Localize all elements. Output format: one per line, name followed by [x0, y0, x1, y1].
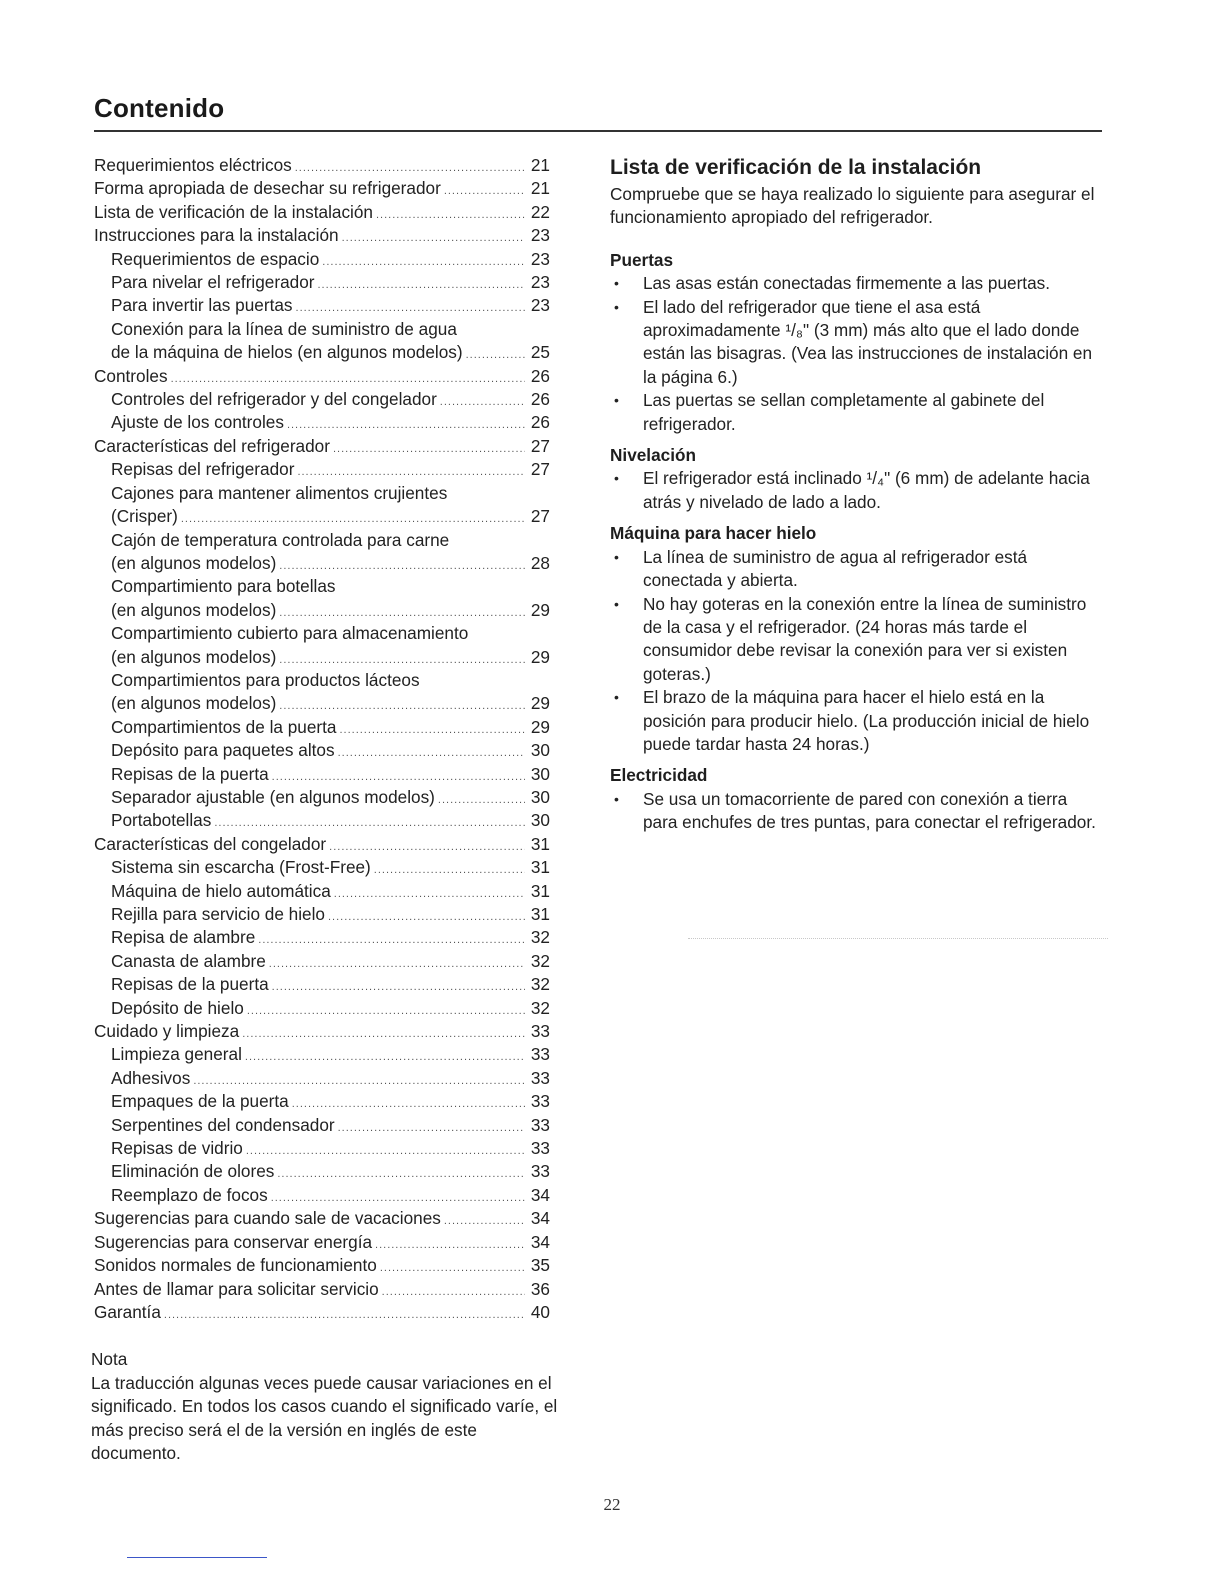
toc-entry-page: 32 — [530, 997, 550, 1018]
toc-entry-page: 28 — [530, 552, 550, 573]
toc-leader-dots — [247, 1005, 525, 1017]
toc-entry-page: 40 — [530, 1301, 550, 1322]
checklist-item-text: El refrigerador está inclinado ¹/₄" (6 mm) de adelante hacia atrás y nivelado de lado a lado. — [643, 468, 1090, 512]
toc-entry-page: 23 — [530, 272, 550, 293]
toc-leader-dots — [444, 1215, 525, 1227]
section-heading: Electricidad — [610, 765, 708, 786]
checklist-items — [610, 272, 1105, 436]
toc-entry-label: Canasta de alambre — [111, 950, 266, 971]
title-divider — [94, 130, 1102, 132]
toc-leader-dots — [322, 256, 525, 268]
toc-leader-dots — [279, 700, 525, 712]
toc-entry-label: Conexión para la línea de suministro de agua — [111, 318, 457, 339]
toc-entry-label: Eliminación de olores — [111, 1161, 275, 1182]
toc-entry-label: Repisas del refrigerador — [111, 459, 295, 480]
toc-entry-label: Depósito de hielo — [111, 997, 244, 1018]
checklist-items — [610, 467, 1105, 514]
toc-entry-page: 31 — [530, 833, 550, 854]
toc-entry-label: Ajuste de los controles — [111, 412, 284, 433]
note-body: La traducción algunas veces puede causar variaciones en el significado. En todos los casos cuando el significado varíe, el más preciso será el de la versión en inglés de este documento. — [91, 1372, 558, 1463]
toc-entry — [94, 646, 550, 669]
toc-entry-label: Depósito para paquetes altos — [111, 740, 335, 761]
toc-entry — [94, 1254, 550, 1277]
toc-entry-label: Instrucciones para la instalación — [94, 225, 339, 246]
checklist-item — [610, 272, 1105, 295]
bullet-icon: • — [614, 595, 619, 612]
toc-leader-dots — [375, 1239, 525, 1251]
toc-entry-label: (en algunos modelos) — [111, 693, 277, 714]
toc-entry — [94, 692, 550, 715]
toc-entry — [94, 201, 550, 224]
toc-leader-dots — [287, 419, 525, 431]
toc-leader-dots — [279, 607, 525, 619]
toc-entry-label: Controles del refrigerador y del congelador — [111, 389, 437, 410]
toc-entry-page: 23 — [530, 295, 550, 316]
toc-entry-label: Serpentines del condensador — [111, 1114, 335, 1135]
toc-entry-label: Repisa de alambre — [111, 927, 256, 948]
toc-leader-dots — [292, 1098, 525, 1110]
toc-entry — [94, 622, 550, 645]
toc-entry-page: 29 — [530, 599, 550, 620]
toc-leader-dots — [466, 349, 525, 361]
toc-leader-dots — [242, 1028, 525, 1040]
toc-entry-page: 33 — [530, 1161, 550, 1182]
toc-entry-page: 34 — [530, 1231, 550, 1252]
toc-entry-label: Sugerencias para cuando sale de vacaciones — [94, 1208, 441, 1229]
toc-leader-dots — [193, 1075, 525, 1087]
toc-entry-label: (en algunos modelos) — [111, 552, 277, 573]
bullet-icon: • — [614, 392, 619, 409]
toc-leader-dots — [440, 396, 525, 408]
toc-leader-dots — [295, 162, 525, 174]
toc-entry — [94, 1020, 550, 1043]
toc-entry — [94, 1137, 550, 1160]
toc-entry — [94, 435, 550, 458]
toc-entry-label: Cajones para mantener alimentos crujientes — [111, 482, 448, 503]
toc-entry — [94, 248, 550, 271]
toc-entry-label: Garantía — [94, 1301, 161, 1322]
toc-entry — [94, 411, 550, 434]
checklist-item-text: El lado del refrigerador que tiene el asa está aproximadamente ¹/₈" (3 mm) más alto que el lado donde están las bisagras. (Vea las instrucciones de instalación en la página 6.) — [643, 296, 1093, 387]
toc-entry — [94, 154, 550, 177]
toc-entry-page: 33 — [530, 1021, 550, 1042]
toc-entry — [94, 294, 550, 317]
checklist-item — [610, 788, 1105, 835]
toc-entry-page: 30 — [530, 810, 550, 831]
bullet-icon: • — [614, 790, 619, 807]
toc-entry-label: Compartimientos para productos lácteos — [111, 669, 420, 690]
table-of-contents — [94, 154, 550, 1324]
toc-entry — [94, 880, 550, 903]
toc-entry-label: Adhesivos — [111, 1067, 191, 1088]
toc-entry — [94, 271, 550, 294]
toc-leader-dots — [272, 981, 525, 993]
toc-entry-label: (en algunos modelos) — [111, 599, 277, 620]
toc-entry-label: Compartimientos de la puerta — [111, 716, 337, 737]
section-nivelacion — [610, 444, 1105, 514]
toc-entry — [94, 318, 550, 341]
checklist-item — [610, 546, 1105, 593]
toc-leader-dots — [246, 1145, 525, 1157]
toc-entry-page: 31 — [530, 904, 550, 924]
toc-entry-label: Antes de llamar para solicitar servicio — [94, 1278, 379, 1299]
toc-entry-page: 31 — [530, 880, 550, 901]
translation-note — [91, 1348, 571, 1466]
toc-leader-dots — [342, 232, 525, 244]
toc-leader-dots — [380, 1262, 525, 1274]
toc-entry — [94, 950, 550, 973]
toc-entry — [94, 1090, 550, 1113]
toc-entry-label: Limpieza general — [111, 1044, 242, 1065]
toc-entry — [94, 786, 550, 809]
toc-entry — [94, 458, 550, 481]
toc-entry-page: 33 — [530, 1067, 550, 1088]
toc-entry-label: Para nivelar el refrigerador — [111, 272, 315, 293]
toc-entry-page: 30 — [530, 740, 550, 761]
toc-entry — [94, 505, 550, 528]
toc-entry-page: 29 — [530, 646, 550, 667]
checklist-item — [610, 686, 1105, 756]
checklist-item-text: No hay goteras en la conexión entre la línea de suministro de la casa y el refrigerador. (24 horas más tarde el consumidor debe revisar la conexión para ver si existen goteras.) — [643, 593, 1087, 684]
toc-entry-label: Portabotellas — [111, 810, 212, 831]
toc-entry — [94, 1301, 550, 1324]
toc-leader-dots — [382, 1286, 525, 1298]
section-heading: Puertas — [610, 249, 674, 270]
toc-entry-label: Características del congelador — [94, 833, 327, 854]
section-heading: Máquina para hacer hielo — [610, 523, 817, 544]
toc-leader-dots — [258, 934, 525, 946]
toc-leader-dots — [269, 958, 525, 970]
toc-entry-label: (Crisper) — [111, 506, 178, 527]
toc-entry-page: 34 — [530, 1184, 550, 1205]
toc-leader-dots — [181, 513, 525, 525]
toc-entry — [94, 529, 550, 552]
toc-entry — [94, 1160, 550, 1183]
toc-leader-dots — [328, 911, 525, 923]
checklist-items — [610, 546, 1105, 757]
toc-entry-label: Controles — [94, 365, 168, 386]
toc-entry — [94, 926, 550, 949]
toc-entry-page: 30 — [530, 786, 550, 807]
toc-entry-page: 36 — [530, 1278, 550, 1299]
toc-entry — [94, 482, 550, 505]
toc-entry-page: 27 — [530, 506, 550, 527]
toc-leader-dots — [164, 1309, 525, 1321]
page-number: 22 — [603, 1495, 621, 1514]
bullet-icon: • — [614, 689, 619, 706]
toc-entry-label: Sonidos normales de funcionamiento — [94, 1255, 377, 1276]
toc-entry-label: Cajón de temperatura controlada para carne — [111, 529, 450, 550]
toc-leader-dots — [338, 747, 525, 759]
toc-entry-page: 22 — [530, 201, 550, 222]
toc-leader-dots — [333, 443, 525, 455]
toc-entry — [94, 388, 550, 411]
toc-entry-label: Requerimientos eléctricos — [94, 155, 292, 175]
toc-leader-dots — [279, 654, 525, 666]
checklist-item-text: El brazo de la máquina para hacer el hielo está en la posición para producir hielo. (La producción inicial de hielo puede tardar hasta 24 horas.) — [643, 687, 1090, 754]
toc-entry — [94, 552, 550, 575]
checklist-item — [610, 593, 1105, 687]
toc-entry-label: de la máquina de hielos (en algunos modelos) — [111, 342, 463, 363]
toc-leader-dots — [438, 794, 525, 806]
checklist-intro: Compruebe que se haya realizado lo siguiente para asegurar el funcionamiento apropiado del refrigerador. — [610, 184, 1095, 228]
toc-entry — [94, 669, 550, 692]
toc-leader-dots — [297, 466, 525, 478]
toc-entry-page: 26 — [530, 365, 550, 386]
toc-entry — [94, 1231, 550, 1254]
toc-entry — [94, 341, 550, 364]
toc-leader-dots — [317, 279, 525, 291]
toc-entry-page: 27 — [530, 459, 550, 480]
toc-entry — [94, 856, 550, 879]
toc-entry-label: Para invertir las puertas — [111, 295, 293, 316]
toc-entry — [94, 809, 550, 832]
toc-entry — [94, 763, 550, 786]
bullet-icon: • — [614, 470, 619, 487]
toc-entry — [94, 1207, 550, 1230]
toc-entry — [94, 1043, 550, 1066]
toc-leader-dots — [271, 1192, 525, 1204]
toc-entry-label: Características del refrigerador — [94, 435, 330, 456]
toc-leader-dots — [171, 373, 525, 385]
toc-entry-page: 35 — [530, 1255, 550, 1276]
toc-entry — [94, 739, 550, 762]
toc-leader-dots — [338, 1122, 525, 1134]
toc-leader-dots — [334, 888, 525, 900]
toc-entry-page: 25 — [530, 342, 550, 363]
toc-entry-label: Repisas de la puerta — [111, 763, 269, 784]
toc-leader-dots — [245, 1051, 525, 1063]
checklist-item — [610, 296, 1105, 390]
toc-entry-label: (en algunos modelos) — [111, 646, 277, 667]
toc-entry-label: Compartimiento para botellas — [111, 576, 336, 597]
checklist-heading: Lista de verificación de la instalación — [610, 156, 982, 179]
toc-leader-dots — [444, 185, 525, 197]
toc-entry-label: Repisas de la puerta — [111, 974, 269, 995]
toc-entry-label: Máquina de hielo automática — [111, 880, 331, 901]
bullet-icon: • — [614, 298, 619, 315]
toc-entry-page: 34 — [530, 1208, 550, 1229]
scan-artifact — [688, 938, 1108, 939]
checklist-item-text: La línea de suministro de agua al refrigerador está conectada y abierta. — [643, 546, 1028, 591]
toc-entry-page: 27 — [530, 435, 550, 456]
checklist-item-text: Las asas están conectadas firmemente a las puertas. — [643, 273, 1050, 294]
toc-entry-page: 33 — [530, 1114, 550, 1135]
installation-checklist — [610, 154, 1105, 835]
toc-entry-page: 33 — [530, 1091, 550, 1112]
toc-leader-dots — [374, 864, 525, 876]
toc-leader-dots — [277, 1168, 525, 1180]
toc-leader-dots — [339, 724, 525, 736]
toc-entry-page: 31 — [530, 857, 550, 878]
note-heading: Nota — [91, 1349, 128, 1369]
page-title: Contenido — [94, 93, 225, 123]
toc-entry-label: Sistema sin escarcha (Frost-Free) — [111, 857, 371, 878]
toc-entry — [94, 1067, 550, 1090]
toc-entry — [94, 716, 550, 739]
toc-entry-page: 33 — [530, 1138, 550, 1159]
toc-entry-page: 33 — [530, 1044, 550, 1065]
toc-leader-dots — [214, 817, 525, 829]
toc-entry — [94, 973, 550, 996]
section-puertas — [610, 249, 1105, 436]
section-electricidad — [610, 764, 1105, 834]
toc-entry — [94, 599, 550, 622]
toc-entry-page: 32 — [530, 927, 550, 948]
checklist-item — [610, 389, 1105, 436]
toc-leader-dots — [272, 771, 525, 783]
toc-entry-page: 32 — [530, 974, 550, 995]
toc-entry — [94, 177, 550, 200]
toc-entry-label: Cuidado y limpieza — [94, 1021, 240, 1042]
toc-entry-label: Repisas de vidrio — [111, 1138, 243, 1159]
toc-entry-label: Compartimiento cubierto para almacenamiento — [111, 623, 469, 644]
section-maquina-hielo — [610, 522, 1105, 756]
toc-entry-label: Separador ajustable (en algunos modelos) — [111, 786, 435, 807]
toc-entry-label: Rejilla para servicio de hielo — [111, 904, 325, 924]
toc-entry-page: 23 — [530, 248, 550, 269]
checklist-item — [610, 467, 1105, 514]
toc-entry-page: 26 — [530, 412, 550, 433]
toc-entry-label: Requerimientos de espacio — [111, 248, 320, 269]
toc-entry-label: Forma apropiada de desechar su refrigerador — [94, 178, 441, 199]
toc-leader-dots — [279, 560, 525, 572]
toc-entry-page: 26 — [530, 389, 550, 410]
toc-entry-page: 29 — [530, 716, 550, 737]
toc-entry — [94, 903, 550, 926]
toc-entry — [94, 365, 550, 388]
toc-entry-page: 21 — [530, 155, 550, 175]
toc-entry — [94, 1184, 550, 1207]
toc-entry — [94, 224, 550, 247]
toc-entry-label: Sugerencias para conservar energía — [94, 1231, 373, 1252]
bullet-icon: • — [614, 275, 619, 292]
toc-entry-label: Lista de verificación de la instalación — [94, 201, 373, 222]
toc-entry — [94, 1278, 550, 1301]
toc-entry — [94, 833, 550, 856]
toc-leader-dots — [376, 209, 525, 221]
toc-leader-dots — [296, 302, 525, 314]
scan-artifact — [127, 1557, 267, 1558]
checklist-item-text: Se usa un tomacorriente de pared con conexión a tierra para enchufes de tres puntas, para conectar el refrigerador. — [643, 788, 1096, 833]
toc-entry — [94, 997, 550, 1020]
toc-entry-page: 30 — [530, 763, 550, 784]
section-heading: Nivelación — [610, 445, 696, 466]
toc-entry-page: 23 — [530, 225, 550, 246]
toc-entry-label: Reemplazo de focos — [111, 1184, 268, 1205]
checklist-items — [610, 788, 1105, 835]
toc-entry-page: 21 — [530, 178, 550, 199]
toc-entry-page: 32 — [530, 950, 550, 971]
toc-entry-page: 29 — [530, 693, 550, 714]
toc-entry — [94, 575, 550, 598]
bullet-icon: • — [614, 548, 619, 565]
checklist-item-text: Las puertas se sellan completamente al gabinete del refrigerador. — [643, 390, 1045, 434]
toc-leader-dots — [329, 841, 525, 853]
toc-entry — [94, 1114, 550, 1137]
toc-entry-label: Empaques de la puerta — [111, 1091, 289, 1112]
